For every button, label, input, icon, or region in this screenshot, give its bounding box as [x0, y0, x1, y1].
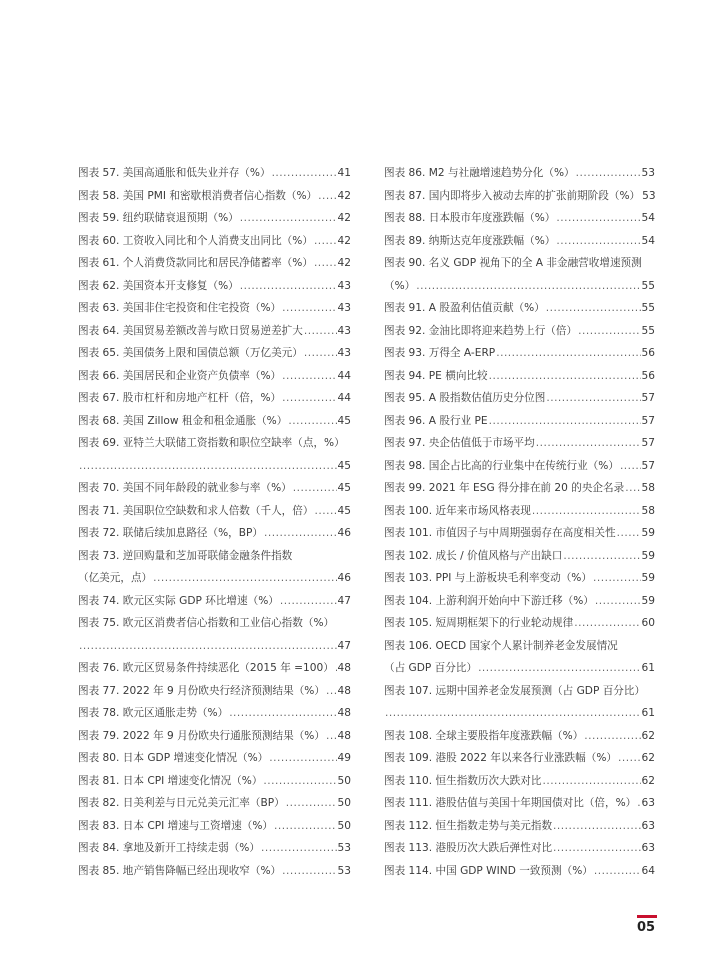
dot-leader [489, 365, 641, 388]
toc-entry-page: 55 [641, 324, 655, 337]
toc-entry-page: 45 [337, 459, 351, 472]
toc-entry-page: 44 [337, 369, 351, 382]
toc-entry-title: 图表 71. 美国职位空缺数和求人倍数（千人，倍） [78, 504, 314, 517]
toc-entry-page: 45 [337, 414, 351, 427]
toc-entry[interactable] [384, 770, 655, 793]
toc-entry-title: 图表 113. 港股历次大跌后弹性对比 [384, 842, 553, 854]
dot-leader [553, 837, 640, 860]
toc-entry-page: 53 [337, 864, 351, 877]
toc-entry-title: （%） [384, 279, 416, 292]
toc-entry-page: 48 [337, 729, 351, 742]
dot-leader [553, 815, 640, 838]
toc-entry[interactable] [78, 275, 351, 298]
toc-entry[interactable] [78, 477, 351, 500]
toc-entry[interactable] [384, 747, 655, 770]
toc-entry[interactable] [78, 387, 351, 410]
toc-entry-page: 54 [641, 212, 655, 224]
dot-leader [314, 252, 337, 275]
dot-leader [578, 320, 640, 343]
toc-entry-title: 图表 93. 万得全 A-ERP [384, 347, 496, 359]
toc-entry[interactable] [384, 320, 655, 343]
toc-entry-page: 57 [641, 459, 655, 472]
toc-entry-title: 图表 103. PPI 与上游板块毛利率变动（%） [384, 572, 592, 584]
dot-leader [282, 387, 336, 410]
toc-entry[interactable] [78, 680, 351, 703]
toc-entry-title: 图表 100. 近年来市场风格表现 [384, 504, 531, 517]
toc-entry-title-line1: 图表 90. 名义 GDP 视角下的全 A 非金融营收增速预测 [384, 257, 642, 269]
toc-entry-title: 图表 92. 金油比即将迎来趋势上行（倍） [384, 324, 578, 337]
toc-entry[interactable] [78, 702, 351, 725]
toc-entry[interactable] [78, 590, 351, 613]
toc-entry[interactable] [78, 815, 351, 838]
toc-entry[interactable] [384, 567, 655, 590]
dot-leader [282, 860, 336, 883]
toc-entry[interactable] [78, 432, 351, 477]
toc-entry-page: 44 [337, 392, 351, 404]
dot-leader [496, 342, 640, 365]
toc-entry-title: 图表 68. 美国 Zillow 租金和租金通胀（%） [78, 414, 288, 427]
toc-entry-title: 图表 63. 美国非住宅投资和住宅投资（%） [78, 302, 282, 314]
dot-leader [269, 747, 336, 770]
toc-entry-title: 图表 114. 中国 GDP WIND 一致预测（%） [384, 864, 593, 877]
toc-entry-title: 图表 112. 恒生指数走势与美元指数 [384, 819, 553, 832]
toc-entry-title-line1: 图表 75. 欧元区消费者信心指数和工业信心指数（%） [78, 617, 335, 629]
dot-leader [576, 162, 641, 185]
dot-leader [556, 230, 640, 253]
toc-entry-page: 57 [641, 392, 655, 404]
toc-entry-page: 62 [641, 774, 655, 787]
dot-leader [620, 455, 641, 478]
dot-leader [79, 455, 337, 478]
dot-leader [594, 860, 641, 883]
dot-leader [314, 230, 337, 253]
toc-entry-page: 56 [641, 347, 655, 359]
dot-leader [261, 837, 337, 860]
toc-entry-title: （占 GDP 百分比） [384, 662, 478, 674]
toc-entry[interactable] [78, 522, 351, 545]
toc-entry-page: 59 [641, 549, 655, 562]
toc-entry-page: 48 [337, 707, 351, 719]
toc-entry[interactable] [384, 230, 655, 253]
toc-entry-page: 50 [337, 819, 351, 832]
toc-entry-title: 图表 58. 美国 PMI 和密歇根消费者信心指数（%） [78, 189, 318, 202]
toc-entry-page: 62 [641, 752, 655, 764]
dot-leader [489, 410, 641, 433]
toc-entry-title: 图表 81. 日本 CPI 增速变化情况（%） [78, 774, 263, 787]
toc-entry-title: 图表 82. 日美利差与日元兑美元汇率（BP） [78, 797, 285, 809]
toc-entry[interactable] [78, 410, 351, 433]
toc-entry[interactable] [384, 252, 655, 297]
toc-entry-title: 图表 77. 2022 年 9 月份欧央行经济预测结果（%） [78, 684, 325, 697]
toc-entry-page: 42 [337, 189, 351, 202]
toc-entry[interactable] [78, 252, 351, 275]
dot-leader [240, 207, 337, 230]
toc-entry-title: 图表 65. 美国债务上限和国债总额（万亿美元） [78, 347, 303, 359]
dot-leader [563, 545, 640, 568]
toc-entry-page: 57 [641, 437, 655, 449]
toc-entry[interactable] [384, 455, 655, 478]
toc-entry-page: 61 [641, 662, 655, 674]
dot-leader [546, 297, 641, 320]
toc-entry[interactable] [78, 747, 351, 770]
toc-entry[interactable] [384, 500, 655, 523]
toc-entry-page: 64 [641, 864, 655, 877]
dot-leader [282, 365, 336, 388]
page-number-accent-bar [637, 915, 657, 918]
toc-entry[interactable] [384, 477, 655, 500]
toc-entry[interactable] [78, 207, 351, 230]
toc-entry-page: 56 [641, 369, 655, 382]
toc-entry-page: 53 [641, 167, 655, 179]
toc-entry-title: 图表 91. A 股盈利估值贡献（%） [384, 302, 545, 314]
dot-leader [556, 207, 640, 230]
dot-leader [304, 342, 337, 365]
dot-leader [593, 567, 641, 590]
toc-entry-page: 55 [641, 279, 655, 292]
dot-leader [288, 410, 336, 433]
toc-entry-title: 图表 108. 全球主要股指年度涨跌幅（%） [384, 729, 584, 742]
toc-entry-title: 图表 105. 短周期框架下的行业轮动规律 [384, 617, 574, 629]
toc-entry-page: 46 [337, 572, 351, 584]
dot-leader [335, 657, 337, 680]
toc-entry-title: 图表 78. 欧元区通胀走势（%） [78, 707, 229, 719]
dot-leader [618, 747, 641, 770]
toc-entry-title: 图表 59. 纽约联储衰退预期（%） [78, 212, 239, 224]
dot-leader [318, 185, 336, 208]
toc-entry-page: 53 [642, 189, 656, 202]
toc-entry-title: 图表 66. 美国居民和企业资产负债率（%） [78, 369, 282, 382]
toc-entry-title: 图表 80. 日本 GDP 增速变化情况（%） [78, 752, 269, 764]
toc-entry-title: 图表 110. 恒生指数历次大跌对比 [384, 774, 542, 787]
dot-leader [478, 657, 640, 680]
toc-entry-page: 45 [337, 482, 351, 494]
toc-entry-page: 61 [641, 707, 655, 719]
toc-entry-title: 图表 88. 日本股市年度涨跌幅（%） [384, 212, 556, 224]
toc-entry[interactable] [384, 387, 655, 410]
toc-entry-title: 图表 79. 2022 年 9 月份欧央行通胀预测结果（%） [78, 729, 325, 742]
toc-entry-page: 63 [641, 797, 655, 809]
dot-leader [229, 702, 336, 725]
toc-entry[interactable] [384, 365, 655, 388]
dot-leader [272, 162, 337, 185]
toc-entry-page: 45 [337, 504, 351, 517]
toc-entry-page: 47 [337, 594, 351, 607]
toc-entry-page: 60 [641, 617, 655, 629]
toc-entry[interactable] [384, 342, 655, 365]
toc-entry[interactable] [384, 792, 655, 815]
toc-entry[interactable] [384, 522, 655, 545]
toc-entry-title: 图表 74. 欧元区实际 GDP 环比增速（%） [78, 594, 279, 607]
dot-leader [416, 275, 640, 298]
toc-entry-page: 53 [337, 842, 351, 854]
toc-entry-title: 图表 67. 股市杠杆和房地产杠杆（倍，%） [78, 392, 282, 404]
toc-entry[interactable] [78, 500, 351, 523]
toc-entry-page: 48 [337, 684, 351, 697]
toc-entry[interactable] [78, 657, 351, 680]
toc-entry-title: 图表 94. PE 横向比较 [384, 369, 488, 382]
toc-entry-title: 图表 72. 联储后续加息路径（%，BP） [78, 527, 264, 539]
toc-entry[interactable] [384, 612, 655, 635]
toc-entry-page: 55 [641, 302, 655, 314]
toc-entry[interactable] [78, 860, 351, 883]
toc-entry-title-line1: 图表 73. 逆回购量和芝加哥联储金融条件指数 [78, 549, 293, 562]
toc-entry-title: 图表 101. 市值因子与中周期强弱存在高度相关性 [384, 527, 616, 539]
toc-entry-title: 图表 98. 国企占比高的行业集中在传统行业（%） [384, 459, 619, 472]
toc-entry[interactable] [78, 297, 351, 320]
toc-entry-title: 图表 84. 拿地及新开工持续走弱（%） [78, 842, 260, 854]
toc-entry[interactable] [78, 545, 351, 590]
dot-leader [153, 567, 336, 590]
toc-entry[interactable] [384, 297, 655, 320]
toc-entry-page: 59 [641, 527, 655, 539]
toc-entry[interactable] [384, 815, 655, 838]
dot-leader [282, 297, 336, 320]
toc-entry-page: 50 [337, 797, 351, 809]
toc-entry-title: 图表 60. 工资收入同比和个人消费支出同比（%） [78, 234, 313, 247]
toc-entry-title: 图表 99. 2021 年 ESG 得分排在前 20 的央企名录 [384, 482, 625, 494]
toc-entry-page: 49 [337, 752, 351, 764]
toc-entry[interactable] [384, 860, 655, 883]
dot-leader [536, 432, 641, 455]
toc-entry[interactable] [78, 162, 351, 185]
dot-leader [264, 522, 336, 545]
toc-entry-title-line1: 图表 107. 远期中国养老金发展预测（占 GDP 百分比） [384, 684, 646, 697]
toc-entry-title: 图表 85. 地产销售降幅已经出现收窄（%） [78, 864, 282, 877]
toc-entry-title: 图表 89. 纳斯达克年度涨跌幅（%） [384, 234, 556, 247]
toc-entry-page: 63 [641, 842, 655, 854]
dot-leader [240, 275, 337, 298]
toc-entry-page: 46 [337, 527, 351, 539]
dot-leader [326, 680, 337, 703]
dot-leader [286, 792, 337, 815]
toc-entry-page: 42 [337, 234, 351, 247]
dot-leader [637, 792, 640, 815]
dot-leader [304, 320, 337, 343]
dot-leader [280, 590, 337, 613]
toc-entry-title: 图表 57. 美国高通胀和低失业并存（%） [78, 167, 271, 179]
toc-entry-page: 58 [641, 504, 655, 517]
toc-entry-page: 48 [337, 662, 351, 674]
dot-leader [274, 815, 337, 838]
toc-entry-title: 图表 102. 成长 / 价值风格与产出缺口 [384, 549, 563, 562]
toc-entry-title: 图表 61. 个人消费贷款同比和居民净储蓄率（%） [78, 257, 313, 269]
toc-column-left [78, 162, 351, 882]
toc-entry[interactable] [78, 365, 351, 388]
toc-entry[interactable] [384, 680, 655, 725]
dot-leader [79, 635, 337, 658]
dot-leader [617, 522, 641, 545]
toc-entry-title: 图表 109. 港股 2022 年以来各行业涨跌幅（%） [384, 752, 617, 764]
toc-entry-page: 41 [337, 167, 351, 179]
toc-entry-page: 43 [337, 302, 351, 314]
toc-entry-page: 59 [641, 572, 655, 584]
dot-leader [546, 387, 640, 410]
toc-entry[interactable] [384, 635, 655, 680]
toc-entry-page: 58 [641, 482, 655, 494]
toc-entry-page: 42 [337, 257, 351, 269]
toc-entry-title: 图表 83. 日本 CPI 增速与工资增速（%） [78, 819, 274, 832]
toc-entry[interactable] [78, 837, 351, 860]
toc-entry[interactable] [78, 230, 351, 253]
dot-leader [625, 477, 640, 500]
toc-entry-title: 图表 76. 欧元区贸易条件持续恶化（2015 年 =100） [78, 662, 334, 674]
toc-entry-title-line1: 图表 106. OECD 国家个人累计制养老金发展情况 [384, 639, 618, 652]
toc-entry-title: 图表 62. 美国资本开支修复（%） [78, 279, 239, 292]
toc-entry-page: 62 [641, 729, 655, 742]
toc-entry-page: 43 [337, 324, 351, 337]
toc-entry[interactable] [78, 725, 351, 748]
toc-entry[interactable] [384, 837, 655, 860]
dot-leader [542, 770, 640, 793]
toc-entry[interactable] [384, 162, 655, 185]
dot-leader [532, 500, 641, 523]
dot-leader [595, 590, 641, 613]
dot-leader [574, 612, 640, 635]
toc-entry[interactable] [384, 185, 655, 208]
dot-leader [584, 725, 640, 748]
toc-entry-title: 图表 86. M2 与社融增速趋势分化（%） [384, 167, 575, 179]
toc-entry[interactable] [384, 725, 655, 748]
toc-entry[interactable] [384, 207, 655, 230]
toc-entry[interactable] [78, 185, 351, 208]
toc-entry[interactable] [384, 545, 655, 568]
dot-leader [314, 500, 336, 523]
toc-entry-page: 57 [641, 414, 655, 427]
toc-entry[interactable] [78, 342, 351, 365]
toc-entry-page: 54 [641, 234, 655, 247]
toc-entry-title: 图表 111. 港股估值与美国十年期国债对比（倍，%） [384, 797, 637, 809]
toc-entry-page: 50 [337, 774, 351, 787]
toc-entry-page: 43 [337, 347, 351, 359]
toc-entry-title: 图表 70. 美国不同年龄段的就业参与率（%） [78, 482, 292, 494]
toc-entry-page: 42 [337, 212, 351, 224]
toc-entry-title: 图表 97. 央企估值低于市场平均 [384, 437, 535, 449]
toc-entry[interactable] [78, 612, 351, 657]
toc-entry[interactable] [384, 432, 655, 455]
toc-entry-title: 图表 104. 上游利润开始向中下游迁移（%） [384, 594, 594, 607]
toc-entry-title: 图表 64. 美国贸易差额改善与欧日贸易逆差扩大 [78, 324, 303, 337]
toc-entry-title: 图表 87. 国内即将步入被动去库的扩张前期阶段（%） [384, 189, 641, 202]
toc-entry-page: 43 [337, 279, 351, 292]
toc-column-right [384, 162, 655, 882]
page-number: 05 [637, 920, 656, 935]
dot-leader [293, 477, 337, 500]
toc-entry[interactable] [78, 320, 351, 343]
toc-entry[interactable] [384, 410, 655, 433]
toc-entry-page: 47 [337, 639, 351, 652]
toc-entry-title: 图表 95. A 股指数估值历史分位图 [384, 392, 546, 404]
toc-entry-title: （亿美元，点） [78, 572, 153, 584]
toc-entry-title: 图表 96. A 股行业 PE [384, 414, 488, 427]
dot-leader [385, 702, 641, 725]
dot-leader [263, 770, 336, 793]
toc-entry[interactable] [78, 792, 351, 815]
toc-entry-page: 59 [641, 594, 655, 607]
toc-entry[interactable] [78, 770, 351, 793]
dot-leader [326, 725, 337, 748]
toc-entry[interactable] [384, 590, 655, 613]
toc-entry-page: 63 [641, 819, 655, 832]
toc-entry-title-line1: 图表 69. 亚特兰大联储工资指数和职位空缺率（点，%） [78, 437, 345, 449]
